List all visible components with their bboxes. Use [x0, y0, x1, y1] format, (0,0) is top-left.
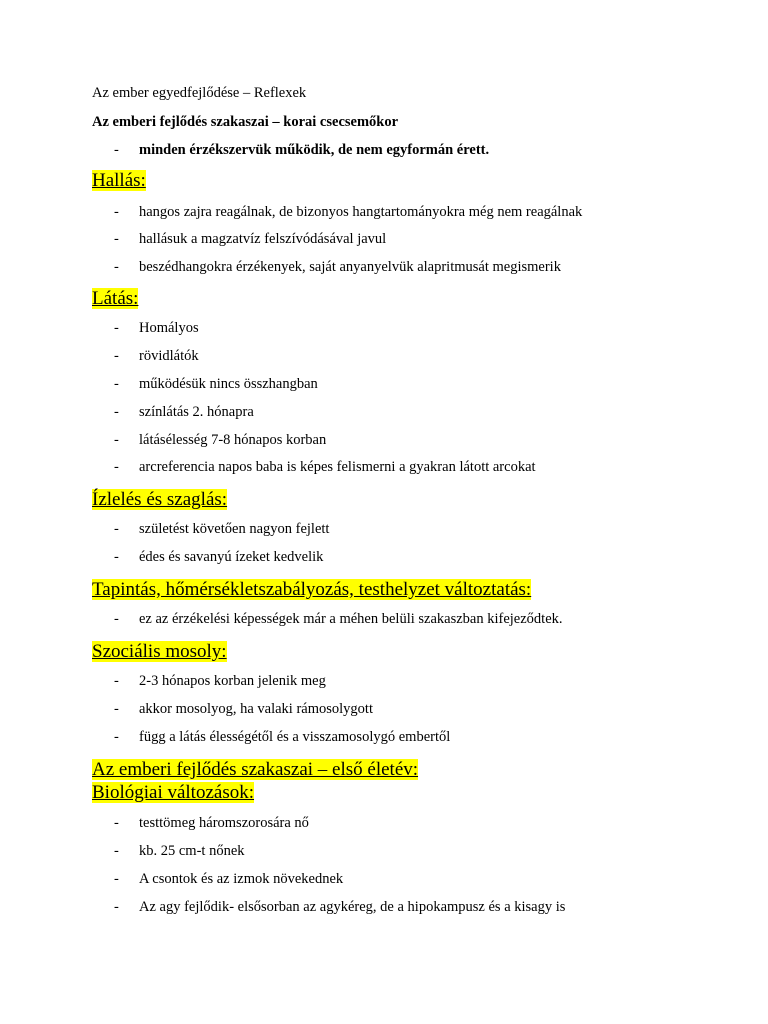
list-item: hangos zajra reagálnak, de bizonyos hangtartományokra még nem reagálnak	[139, 204, 583, 220]
list-item: működésük nincs összhangban	[139, 376, 318, 392]
heading-text: Szociális mosoly:	[92, 641, 227, 662]
heading-text: Hallás:	[92, 170, 146, 191]
list-item: arcreferencia napos baba is képes felismerni a gyakran látott arcokat	[139, 459, 536, 475]
bullet-marker: -	[114, 432, 119, 448]
list-item: édes és savanyú ízeket kedvelik	[139, 549, 324, 565]
list-item: Az agy fejlődik- elsősorban az agykéreg, de a hipokampusz és a kisagy is	[139, 899, 566, 915]
bullet-marker: -	[114, 729, 119, 745]
section-heading-tapintas	[92, 579, 531, 601]
bullet-marker: -	[114, 231, 119, 247]
bullet-marker: -	[114, 843, 119, 859]
bullet-marker: -	[114, 376, 119, 392]
bullet-marker: -	[114, 611, 119, 627]
section-heading-elso-eletev	[92, 759, 418, 781]
bullet-marker: -	[114, 871, 119, 887]
bullet-marker: -	[114, 701, 119, 717]
bullet-marker: -	[114, 320, 119, 336]
list-item: Homályos	[139, 320, 199, 336]
bullet-marker: -	[114, 204, 119, 220]
list-item: születést követően nagyon fejlett	[139, 521, 330, 537]
bullet-marker: -	[114, 899, 119, 915]
heading-text: Az emberi fejlődés szakaszai – első életév:	[92, 759, 419, 780]
section-heading-hallas	[92, 170, 146, 192]
list-item: beszédhangokra érzékenyek, saját anyanyelvük alapritmusát megismerik	[139, 259, 561, 275]
section-heading-latas	[92, 288, 138, 310]
bullet-marker: -	[114, 459, 119, 475]
heading-text: Tapintás, hőmérsékletszabályozás, testhelyzet változtatás:	[92, 579, 532, 600]
heading-text: Látás:	[92, 288, 139, 309]
section-heading-szocialis-mosoly	[92, 641, 227, 663]
list-item: testtömeg háromszorosára nő	[139, 815, 309, 831]
list-item: látásélesség 7-8 hónapos korban	[139, 432, 327, 448]
bullet-marker: -	[114, 549, 119, 565]
bullet-marker: -	[114, 142, 119, 158]
bullet-marker: -	[114, 521, 119, 537]
document-title: Az ember egyedfejlődése – Reflexek	[92, 85, 307, 101]
section-heading-izleles	[92, 489, 227, 511]
list-item: kb. 25 cm-t nőnek	[139, 843, 245, 859]
intro-bullet: minden érzékszervük működik, de nem egyformán érett.	[139, 142, 490, 158]
heading-text: Biológiai változások:	[92, 782, 255, 803]
document-subtitle: Az emberi fejlődés szakaszai – korai csecsemőkor	[92, 114, 399, 130]
list-item: színlátás 2. hónapra	[139, 404, 254, 420]
section-heading-biologiai-valtozasok	[92, 782, 254, 804]
bullet-marker: -	[114, 259, 119, 275]
bullet-marker: -	[114, 348, 119, 364]
bullet-marker: -	[114, 404, 119, 420]
list-item: rövidlátók	[139, 348, 199, 364]
list-item: ez az érzékelési képességek már a méhen belüli szakaszban kifejeződtek.	[139, 611, 563, 627]
list-item: 2-3 hónapos korban jelenik meg	[139, 673, 326, 689]
bullet-marker: -	[114, 673, 119, 689]
list-item: függ a látás élességétől és a visszamosolygó embertől	[139, 729, 451, 745]
bullet-marker: -	[114, 815, 119, 831]
heading-text: Ízlelés és szaglás:	[92, 489, 228, 510]
list-item: akkor mosolyog, ha valaki rámosolygott	[139, 701, 373, 717]
list-item: hallásuk a magzatvíz felszívódásával javul	[139, 231, 387, 247]
list-item: A csontok és az izmok növekednek	[139, 871, 344, 887]
